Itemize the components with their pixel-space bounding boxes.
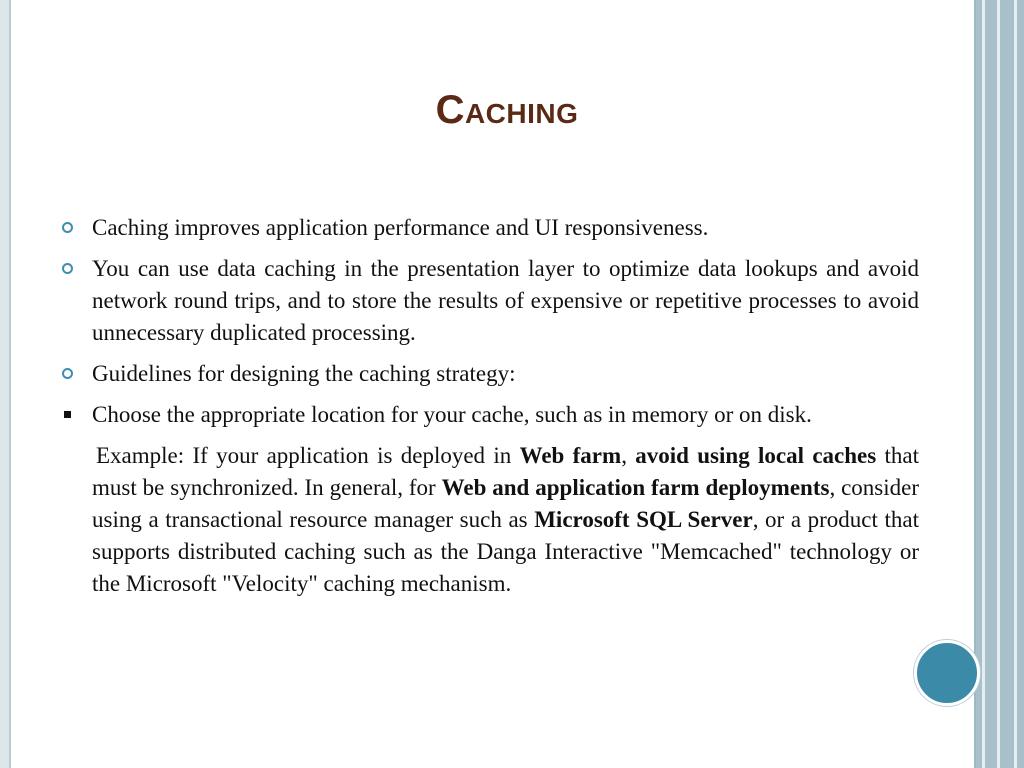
bullet-item (62, 253, 919, 349)
bullet-item (62, 358, 919, 390)
example-text: Example: If your application is deployed in (96, 443, 520, 468)
example-text: that must be synchronized. In general, for (92, 443, 920, 500)
ring-bullet-icon (62, 368, 73, 379)
example-paragraph (62, 440, 919, 600)
ring-bullet-icon (62, 263, 73, 274)
example-bold-text: avoid using local caches (635, 443, 877, 468)
example-bold-text: Web farm (519, 443, 622, 468)
bullet-item (62, 399, 919, 431)
example-text: , consider using a transactional resource manager such as (92, 475, 920, 532)
decor-circle (914, 640, 980, 706)
slide-body (62, 212, 919, 600)
example-text: , or a product that supports distributed caching such as the Danga Interactive "Memcached" technology or the Microsoft "Velocity" caching mechanism. (92, 507, 919, 596)
bullet-text: You can use data caching in the presentation layer to optimize data lookups and avoid network round trips, and to store the results of expensive or repetitive processes to avoid unnecessary duplicated processing. (92, 256, 919, 345)
example-bold-text: Web and application farm deployments (441, 475, 830, 500)
decor-stripe (1017, 0, 1024, 768)
example-bold-text: Microsoft SQL Server (534, 507, 753, 532)
square-bullet-icon (64, 411, 71, 418)
slide-title: Caching (435, 88, 579, 132)
example-text: , (621, 443, 636, 468)
bullet-item (62, 212, 919, 244)
bullet-text: Guidelines for designing the caching strategy: (92, 361, 516, 386)
bullet-text: Choose the appropriate location for your cache, such as in memory or on disk. (92, 402, 812, 427)
ring-bullet-icon (62, 222, 73, 233)
bullet-text: Caching improves application performance and UI responsiveness. (92, 215, 709, 240)
